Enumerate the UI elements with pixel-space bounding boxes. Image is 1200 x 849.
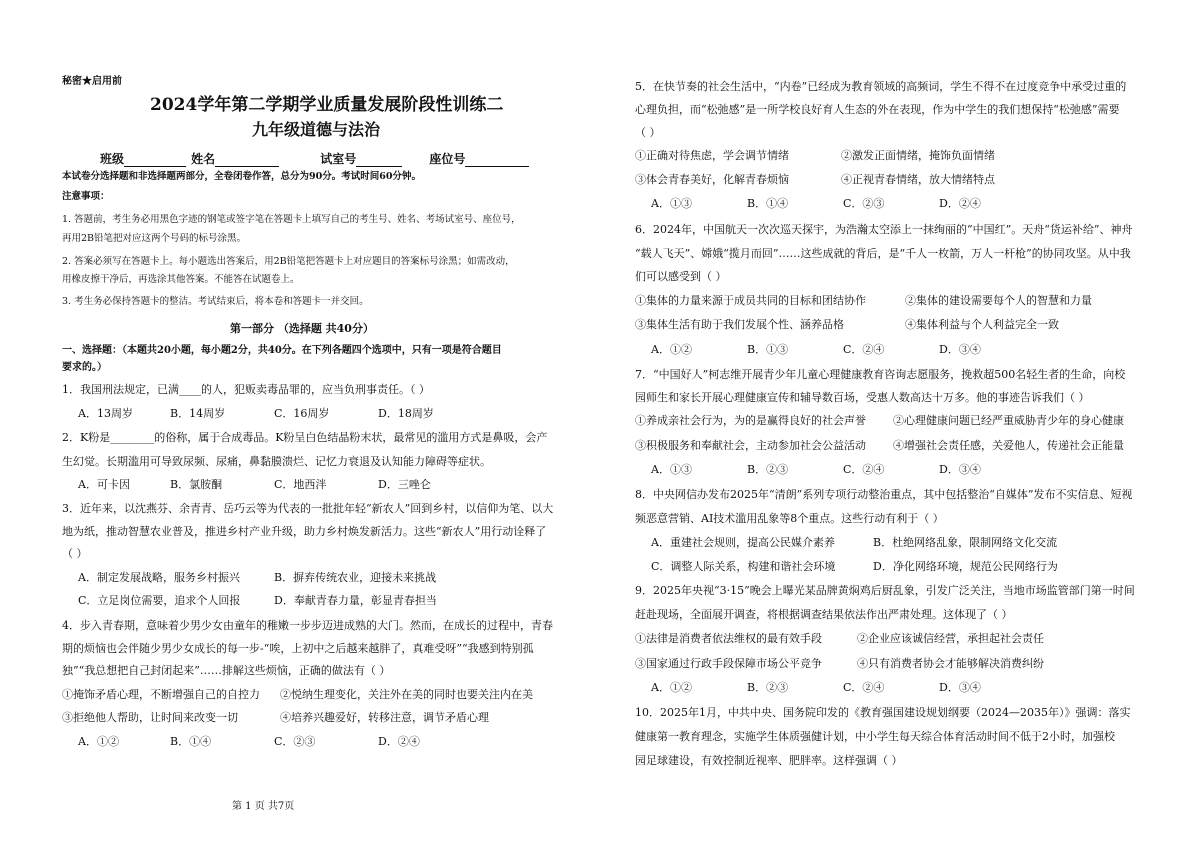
question-5-stem: （ ） xyxy=(635,126,661,139)
seat-field-blank[interactable] xyxy=(465,154,529,167)
question-4-stem: 4．步入青春期，意味着少男少女由童年的稚嫩一步步迈进成熟的大门。然而，在成长的过程中，青春 xyxy=(62,619,553,632)
notice-heading: 注意事项： xyxy=(62,191,110,202)
question-6-stem: 6．2024年，中国航天一次次巡天探宇，为浩瀚太空添上一抹绚丽的“中国红”。天舟“货运补给”、神舟 xyxy=(635,223,1133,236)
question-2-stem: 2．K粉是________的俗称，属于合成毒品。K粉呈白色结晶粉末状，最常见的滥用方式是鼻吸，会产 xyxy=(62,431,548,444)
option-a[interactable]: A．制定发展战略，服务乡村振兴 xyxy=(78,571,240,584)
question-6-stem: “载人飞天”、嫦娥“揽月而回”……这些成就的背后，是“千人一枚箭，万人一杆枪”的协同攻坚。从中我 xyxy=(635,247,1131,260)
option-b[interactable]: B．①③ xyxy=(747,343,789,356)
question-7-stem: 园师生和家长开展心理健康宣传和辅导数百场，受惠人数高达十万多。他的事迹告诉我们（ ） xyxy=(635,391,1090,404)
question-10-stem: 10．2025年1月，中共中央、国务院印发的《教育强国建设规划纲要（2024—2035年）》强调：落实 xyxy=(635,706,1131,719)
statement-2: ②心理健康问题已经严重威胁青少年的身心健康 xyxy=(893,414,1124,427)
option-c[interactable]: C．②③ xyxy=(843,197,885,210)
option-d[interactable]: D．18周岁 xyxy=(378,407,434,420)
statement-1: ①法律是消费者依法维权的最有效手段 xyxy=(635,632,822,645)
part1-instructions: 一、选择题：（本题共20小题，每小题2分，共40分。在下列各题四个选项中，只有一项是符合题目 xyxy=(62,345,502,356)
student-info-row xyxy=(100,148,529,167)
option-b[interactable]: B．氯胺酮 xyxy=(170,478,223,491)
statement-2: ②激发正面情绪，掩饰负面情绪 xyxy=(841,149,995,162)
notice-item: 2. 答案必须写在答题卡上。每小题选出答案后，用2B铅笔把答题卡上对应题目的答案标号涂黑；如需改动， xyxy=(62,256,515,267)
notice-item: 用橡皮擦干净后，再选涂其他答案。不能答在试题卷上。 xyxy=(62,274,300,285)
option-a[interactable]: A．①② xyxy=(651,343,692,356)
option-a[interactable]: A．重建社会规则，提高公民媒介素养 xyxy=(651,536,835,549)
statement-3: ③积极服务和奉献社会，主动参加社会公益活动 xyxy=(635,439,866,452)
option-d[interactable]: D．奉献青春力量，彰显青春担当 xyxy=(274,594,437,607)
notice-intro: 本试卷分选择题和非选择题两部分，全卷闭卷作答，总分为90分。考试时间60分钟。 xyxy=(62,171,421,182)
statement-1: ①集体的力量来源于成员共同的目标和团结协作 xyxy=(635,294,866,307)
option-d[interactable]: D．②④ xyxy=(378,735,420,748)
statement-3: ③国家通过行政手段保障市场公平竞争 xyxy=(635,657,822,670)
secret-label: 秘密★启用前 xyxy=(62,76,122,87)
option-d[interactable]: D．③④ xyxy=(939,681,981,694)
question-4-options xyxy=(78,733,578,749)
option-c[interactable]: C．②④ xyxy=(843,343,885,356)
option-d[interactable]: D．③④ xyxy=(939,343,981,356)
notice-item: 1. 答题前，考生务必用黑色字迹的钢笔或签字笔在答题卡上填写自己的考生号、姓名、考场试室号、座位号， xyxy=(62,214,521,225)
option-c[interactable]: C．立足岗位需要，追求个人回报 xyxy=(78,594,241,607)
exam-subject: 九年级道德与法治 xyxy=(252,120,381,139)
question-9-stem: 赶赴现场，全面展开调查，将根据调查结果依法作出严肃处理。这体现了（ ） xyxy=(635,608,1013,621)
question-2-options xyxy=(78,476,578,492)
question-6-stem: 们可以感受到（ ） xyxy=(635,270,727,283)
question-6-options xyxy=(651,341,1151,357)
option-a[interactable]: A．13周岁 xyxy=(78,407,133,420)
option-b[interactable]: B．14周岁 xyxy=(170,407,226,420)
question-3-stem: 地为纸，推动智慧农业普及，推进乡村产业升级，助力乡村焕发新活力。这些“新农人”用行动诠释了 xyxy=(62,525,547,538)
statement-3: ③集体生活有助于我们发展个性、涵养品格 xyxy=(635,318,844,331)
option-c[interactable]: C．②③ xyxy=(274,735,316,748)
question-3-stem: 3．近年来，以沈燕芬、余青青、岳巧云等为代表的一批批年轻“新农人”回到乡村，以信仰为笔、以大 xyxy=(62,502,554,515)
statement-4: ④集体利益与个人利益完全一致 xyxy=(905,318,1059,331)
statement-4: ④培养兴趣爱好，转移注意，调节矛盾心理 xyxy=(280,711,489,724)
question-9-stem: 9．2025年央视“3·15”晚会上曝光某品牌黄焖鸡后厨乱象，引发广泛关注，当地市场监管部门第一时间 xyxy=(635,584,1135,597)
question-10-stem: 园足球建设，有效控制近视率、肥胖率。这样强调（ ） xyxy=(635,754,903,767)
option-b[interactable]: B．①④ xyxy=(747,197,789,210)
question-10-stem: 健康第一教育理念，实施学生体质强健计划，中小学生每天综合体育活动时间不低于2小时，加强校 xyxy=(635,730,1115,743)
option-c[interactable]: C．②④ xyxy=(843,681,885,694)
option-c[interactable]: C．16周岁 xyxy=(274,407,330,420)
question-7-stem: 7．“中国好人”柯志维开展青少年儿童心理健康教育咨询志愿服务，挽救超500名轻生者的生命，向校 xyxy=(635,368,1126,381)
class-field-blank[interactable] xyxy=(124,154,186,167)
option-a[interactable]: A．①③ xyxy=(651,197,692,210)
question-8-options xyxy=(651,534,1151,574)
statement-2: ②企业应该诚信经营，承担起社会责任 xyxy=(857,632,1044,645)
option-a[interactable]: A．①③ xyxy=(651,463,692,476)
question-3-stem: （ ） xyxy=(62,547,88,560)
option-a[interactable]: A．可卡因 xyxy=(78,478,130,491)
question-8-stem: 频恶意营销、AI技术滥用乱象等8个重点。这些行动有利于（ ） xyxy=(635,512,944,525)
seat-field-label: 座位号 xyxy=(429,152,466,166)
option-c[interactable]: C．调整人际关系，构建和谐社会环境 xyxy=(651,560,836,573)
option-c[interactable]: C．②④ xyxy=(843,463,885,476)
question-9-options xyxy=(651,679,1151,695)
notice-item: 再用2B铅笔把对应这两个号码的标号涂黑。 xyxy=(62,233,247,244)
option-b[interactable]: B．杜绝网络乱象，限制网络文化交流 xyxy=(873,536,1058,549)
part1-heading: 第一部分 （选择题 共40分） xyxy=(230,322,374,335)
question-1-options xyxy=(78,405,578,421)
question-8-stem: 8．中央网信办发布2025年“清朗”系列专项行动整治重点，其中包括整治“自媒体”发布不实信息、短视 xyxy=(635,488,1133,501)
question-5-options xyxy=(651,195,1151,211)
option-a[interactable]: A．①② xyxy=(651,681,692,694)
statement-2: ②集体的建设需要每个人的智慧和力量 xyxy=(905,294,1092,307)
question-1-stem: 1．我国刑法规定，已满____的人，犯贩卖毒品罪的，应当负刑事责任。（ ） xyxy=(62,383,430,396)
question-4-stem: 期的烦恼也会伴随少男少女成长的每一步-“唉，上初中之后越来越胖了，真难受呀”“我感到特别孤 xyxy=(62,642,534,655)
notice-item: 3. 考生务必保持答题卡的整洁。考试结束后，将本卷和答题卡一并交回。 xyxy=(62,296,369,307)
statement-4: ④增强社会责任感，关爱他人，传递社会正能量 xyxy=(893,439,1124,452)
page-number: 第 1 页 共7页 xyxy=(232,801,295,812)
question-5-stem: 心理负担，而“松弛感”是一所学校良好育人生态的外在表现，作为中学生的我们想保持“松弛感”需要 xyxy=(635,103,1120,116)
question-2-stem: 生幻觉。长期滥用可导致尿频、尿痛，鼻黏膜溃烂、记忆力衰退及认知能力障碍等症状。 xyxy=(62,455,491,468)
statement-1: ①掩饰矛盾心理，不断增强自己的自控力 xyxy=(62,688,260,701)
option-d[interactable]: D．②④ xyxy=(939,197,981,210)
option-b[interactable]: B．摒弃传统农业，迎接未来挑战 xyxy=(274,571,437,584)
option-d[interactable]: D．③④ xyxy=(939,463,981,476)
exam-title: 2024学年第二学期学业质量发展阶段性训练二 xyxy=(150,95,504,115)
statement-4: ④正视青春情绪，放大情绪特点 xyxy=(841,173,995,186)
statement-3: ③拒绝他人帮助，让时间来改变一切 xyxy=(62,711,238,724)
question-3-options xyxy=(78,569,578,609)
option-b[interactable]: B．②③ xyxy=(747,463,789,476)
room-field-label: 试室号 xyxy=(320,152,357,166)
option-d[interactable]: D．三唑仑 xyxy=(378,478,431,491)
name-field-label: 姓名 xyxy=(191,152,216,166)
statement-1: ①正确对待焦虑，学会调节情绪 xyxy=(635,149,789,162)
name-field-blank[interactable] xyxy=(215,154,279,167)
statement-1: ①养成亲社会行为，为的是赢得良好的社会声誉 xyxy=(635,414,866,427)
option-d[interactable]: D．净化网络环境，规范公民网络行为 xyxy=(873,560,1058,573)
option-b[interactable]: B．②③ xyxy=(747,681,789,694)
question-5-stem: 5．在快节奏的社会生活中，“内卷”已经成为教育领域的高频词，学生不得不在过度竞争中承受过重的 xyxy=(635,80,1127,93)
question-4-stem: 独”“我总想把自己封闭起来”……排解这些烦恼，正确的做法有（ ） xyxy=(62,664,391,677)
class-field-label: 班级 xyxy=(100,152,125,166)
question-7-options xyxy=(651,461,1151,477)
statement-2: ②悦纳生理变化，关注外在美的同时也要关注内在美 xyxy=(280,688,533,701)
statement-3: ③体会青春美好，化解青春烦恼 xyxy=(635,173,789,186)
option-b[interactable]: B．①④ xyxy=(170,735,212,748)
room-field-blank[interactable] xyxy=(356,154,402,167)
part1-instructions: 要求的。） xyxy=(62,362,107,373)
option-a[interactable]: A．①② xyxy=(78,735,119,748)
statement-4: ④只有消费者协会才能够解决消费纠纷 xyxy=(857,657,1044,670)
option-c[interactable]: C．地西泮 xyxy=(274,478,327,491)
